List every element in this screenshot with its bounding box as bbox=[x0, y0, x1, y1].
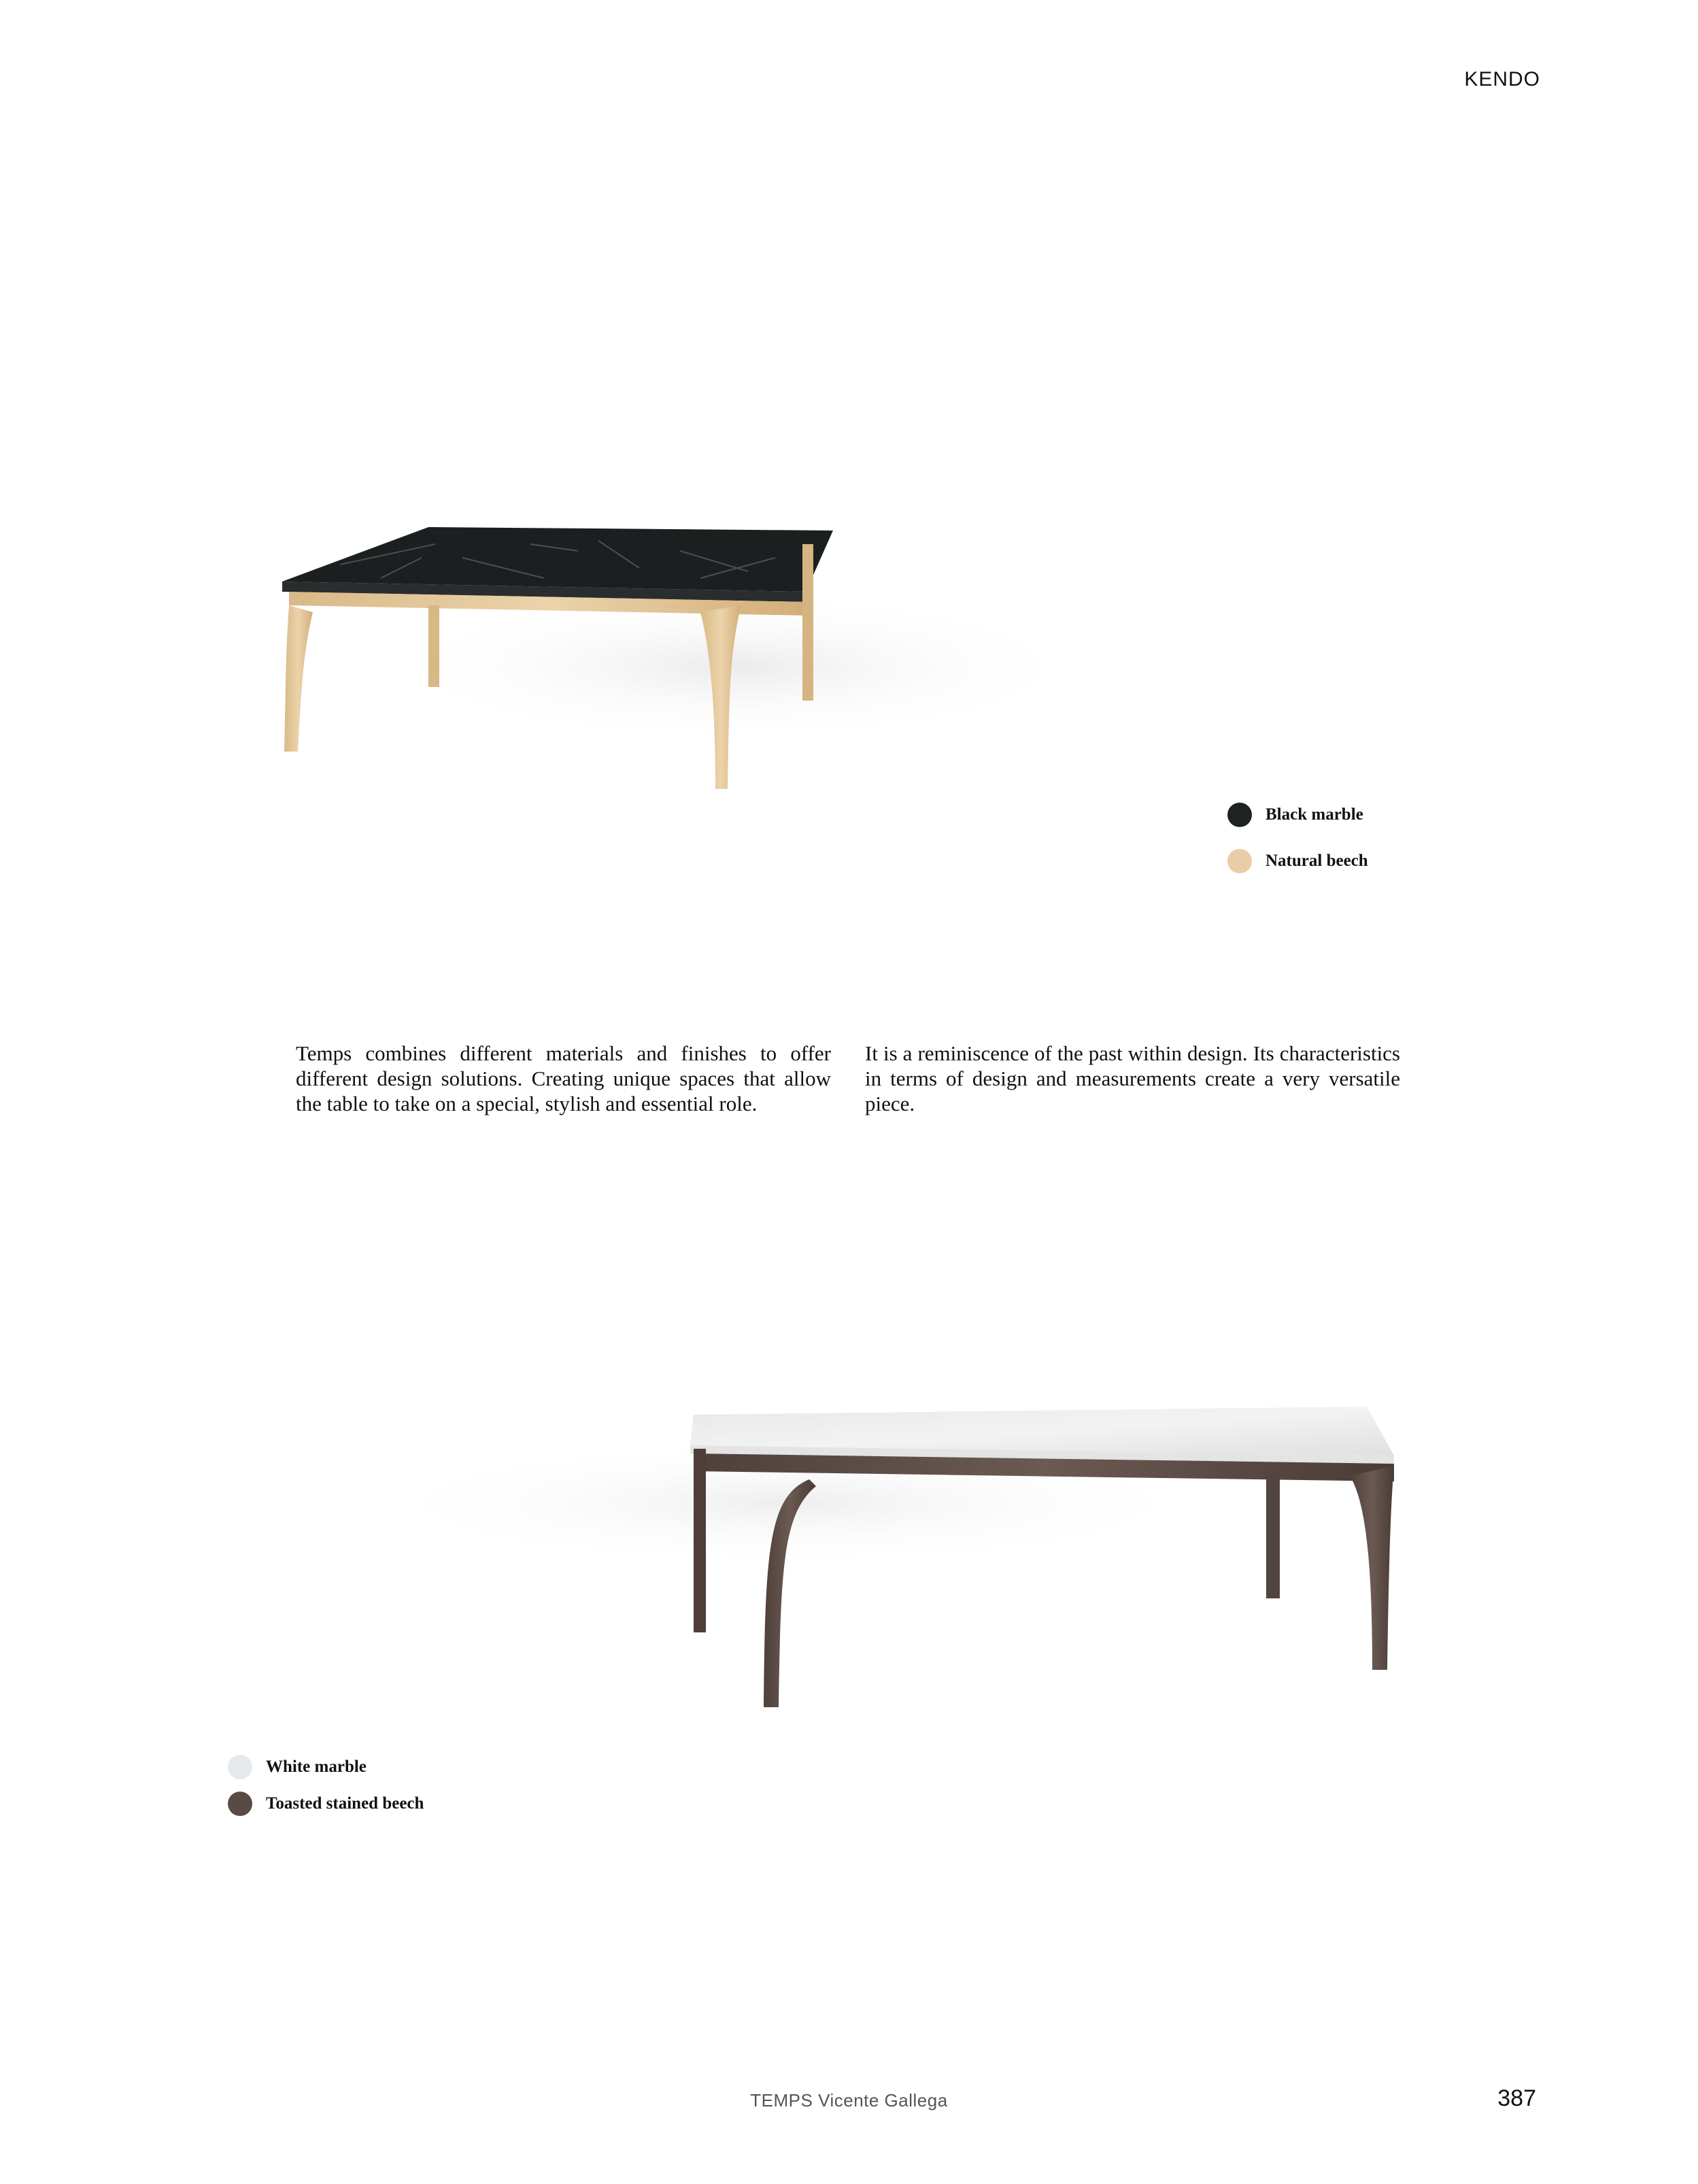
table-illustration-1 bbox=[258, 503, 1224, 925]
brand-name: KENDO bbox=[1464, 68, 1540, 90]
toasted-beech-swatch-icon bbox=[228, 1792, 252, 1816]
finish-label: Natural beech bbox=[1266, 852, 1368, 870]
page-number: 387 bbox=[1497, 2085, 1536, 2111]
finish-label: White marble bbox=[266, 1758, 367, 1776]
finish-item-toasted-stained-beech bbox=[228, 1792, 424, 1816]
finish-label: Black marble bbox=[1266, 805, 1363, 824]
description-right: It is a reminiscence of the past within design. Its characteristics in terms of design and measurements create a very versatile piece. bbox=[865, 1041, 1400, 1115]
natural-beech-swatch-icon bbox=[1227, 849, 1252, 873]
finish-item-white-marble bbox=[228, 1755, 424, 1779]
black-marble-swatch-icon bbox=[1227, 803, 1252, 827]
finish-label: Toasted stained beech bbox=[266, 1794, 424, 1813]
finish-legend-1 bbox=[1227, 803, 1368, 873]
finish-item-black-marble bbox=[1227, 803, 1368, 827]
table-illustration-2 bbox=[367, 1347, 1698, 1728]
product-image-white-marble-table bbox=[367, 1347, 1698, 1728]
product-image-black-marble-table bbox=[258, 503, 1224, 925]
finish-legend-2 bbox=[228, 1755, 424, 1828]
footer-title: TEMPS Vicente Gallega bbox=[750, 2090, 948, 2111]
description-left: Temps combines different materials and finishes to offer different design solutions. Creating unique spaces that allow the table to take on a special, stylish and essential role. bbox=[296, 1041, 831, 1115]
finish-item-natural-beech bbox=[1227, 849, 1368, 873]
white-marble-swatch-icon bbox=[228, 1755, 252, 1779]
